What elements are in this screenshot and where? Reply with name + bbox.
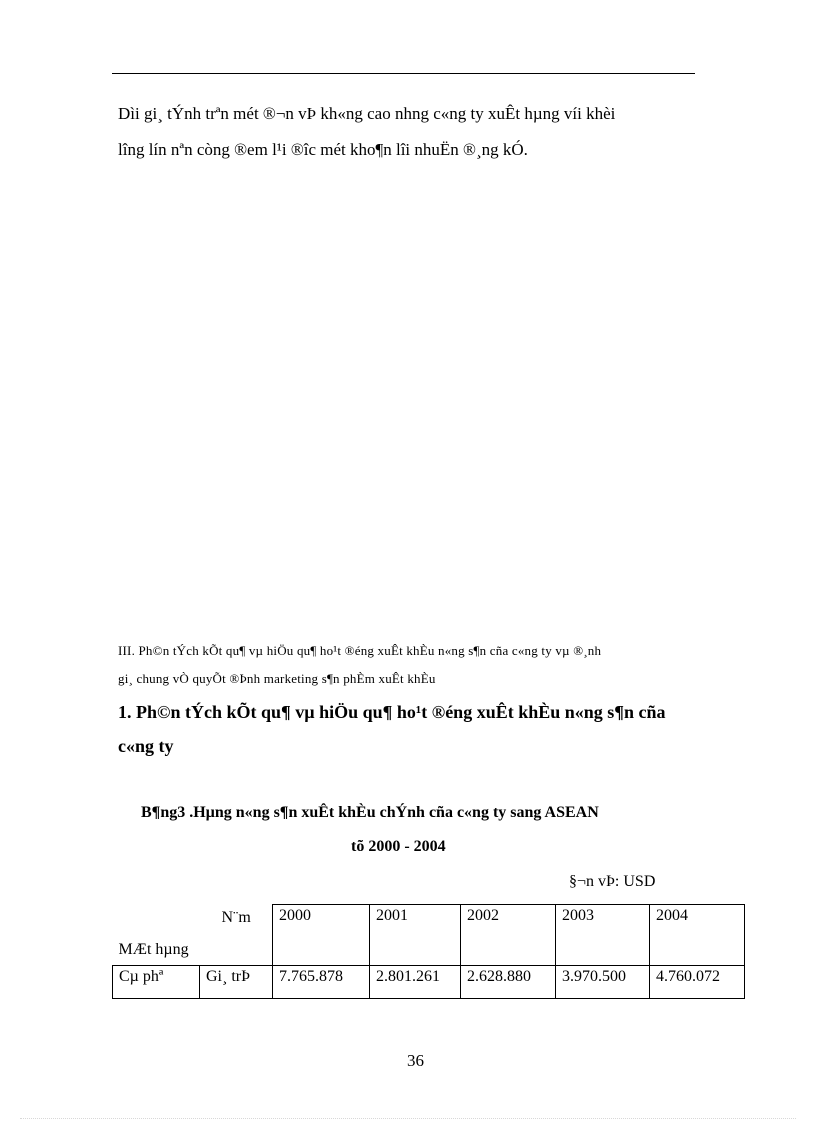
item-header-label: MÆt hµng	[118, 940, 189, 958]
value-cell: 2.801.261	[370, 965, 461, 998]
year-header-label: N¨m	[221, 908, 251, 926]
item-cell: Cµ phª	[113, 965, 200, 998]
value-cell: 7.765.878	[273, 965, 370, 998]
table-header-row	[113, 905, 745, 966]
year-header-cell: 2001	[370, 905, 461, 966]
section-title-line-2: gi¸ chung vÒ quyÕt ®Þnh marketing s¶n phÈm xuÊt khÈu	[118, 671, 436, 686]
page-edge-divider	[20, 1118, 796, 1119]
metric-cell: Gi¸ trÞ	[200, 965, 273, 998]
value-cell: 3.970.500	[556, 965, 650, 998]
header-corner-cell	[113, 905, 273, 966]
header-rule	[112, 73, 695, 74]
export-table	[112, 904, 745, 999]
unit-label: §¬n vÞ: USD	[569, 873, 656, 890]
paragraph-line-1: Dìi gi¸ tÝnh trªn mét ®¬n vÞ kh«ng cao nhng c«ng ty xuÊt hµng víi khèi	[118, 104, 616, 123]
section-title-line-1: III. Ph©n tÝch kÕt qu¶ vµ hiÖu qu¶ ho¹t ®éng xuÊt khÈu n«ng s¶n cña c«ng ty vµ ®¸nh	[118, 643, 602, 658]
value-cell: 4.760.072	[650, 965, 745, 998]
value-cell: 2.628.880	[461, 965, 556, 998]
year-header-cell: 2002	[461, 905, 556, 966]
year-header-cell: 2004	[650, 905, 745, 966]
year-header-cell: 2000	[273, 905, 370, 966]
page-number: 36	[407, 1051, 424, 1070]
table-row	[113, 965, 745, 998]
table-caption-line-2: tõ 2000 - 2004	[351, 838, 446, 855]
table-caption-line-1: B¶ng3 .Hµng n«ng s¶n xuÊt khÈu chÝnh cña c«ng ty sang ASEAN	[141, 804, 599, 821]
year-header-cell: 2003	[556, 905, 650, 966]
heading-line-2: c«ng ty	[118, 736, 174, 756]
paragraph-line-2: lîng lín nªn còng ®em l¹i ®îc mét kho¶n lîi nhuËn ®¸ng kÓ.	[118, 140, 528, 159]
heading-line-1: 1. Ph©n tÝch kÕt qu¶ vµ hiÖu qu¶ ho¹t ®éng xuÊt khÈu n«ng s¶n cña	[118, 702, 666, 722]
